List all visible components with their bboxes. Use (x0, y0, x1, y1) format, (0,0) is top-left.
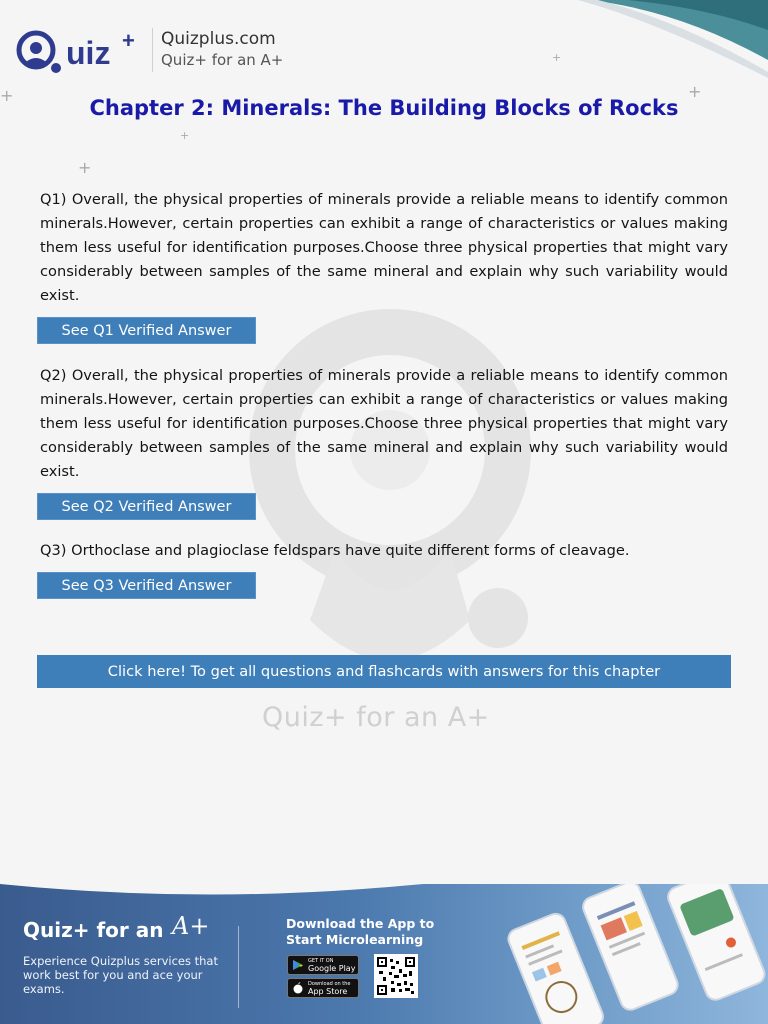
footer-description: Experience Quizplus services that work best for you and ace your exams. (23, 954, 218, 996)
see-q1-answer-button[interactable]: See Q1 Verified Answer (37, 317, 256, 344)
google-play-button[interactable] (287, 955, 359, 975)
app-store-top-text: Download on the (308, 981, 351, 987)
download-title: Download the App to Start Microlearning (286, 916, 435, 947)
plus-decoration: + (688, 82, 702, 101)
watermark-logo-icon (240, 300, 540, 700)
site-info (161, 29, 283, 71)
app-store-button[interactable] (287, 978, 359, 998)
footer-banner (0, 884, 768, 1024)
google-play-top-text: GET IT ON (308, 958, 334, 964)
app-phones-illustration (505, 884, 768, 1024)
google-play-text: Google Play (308, 964, 356, 973)
logo-separator (152, 28, 153, 72)
footer-aplus: A+ (172, 912, 210, 940)
see-q2-answer-button[interactable]: See Q2 Verified Answer (37, 493, 256, 520)
watermark-text: Quiz+ for an A+ (262, 702, 490, 733)
apple-icon (292, 982, 304, 994)
site-name[interactable]: Quizplus.com (161, 29, 276, 49)
question-2: Q2) Overall, the physical properties of minerals provide a reliable means to identify common minerals.However, certain properties can exhibit a range of characteristics or values making them less useful for identification purposes.Choose three physical properties that might vary considerably between samples of the same mineral and explain why such variability would exist. (40, 367, 728, 480)
question-1: Q1) Overall, the physical properties of minerals provide a reliable means to identify common minerals.However, certain properties can exhibit a range of characteristics or values making them less useful for identification purposes.Choose three physical properties that might vary considerably between samples of the same mineral and explain why such variability would exist. (40, 191, 728, 304)
quizplus-logo-icon (16, 24, 146, 76)
plus-decoration: + (78, 158, 92, 177)
google-play-icon (292, 959, 304, 971)
app-store-text: App Store (308, 987, 348, 996)
svg-text:+: + (122, 28, 135, 53)
footer-title: Quiz+ for an (23, 918, 164, 942)
header-logo[interactable] (16, 24, 283, 76)
svg-text:uiz: uiz (66, 35, 111, 71)
corner-decoration (568, 0, 768, 90)
get-all-questions-button[interactable]: Click here! To get all questions and flashcards with answers for this chapter (37, 655, 731, 688)
chapter-title: Chapter 2: Minerals: The Building Blocks of Rocks (89, 96, 679, 120)
see-q3-answer-button[interactable]: See Q3 Verified Answer (37, 572, 256, 599)
site-tagline: Quiz+ for an A+ (161, 51, 284, 69)
qr-code-icon[interactable] (374, 954, 418, 998)
plus-decoration: + (180, 129, 190, 142)
plus-decoration: + (0, 86, 14, 105)
footer-separator (238, 926, 239, 1008)
plus-decoration: + (552, 51, 562, 64)
question-3: Q3) Orthoclase and plagioclase feldspars have quite different forms of cleavage. (40, 542, 630, 559)
